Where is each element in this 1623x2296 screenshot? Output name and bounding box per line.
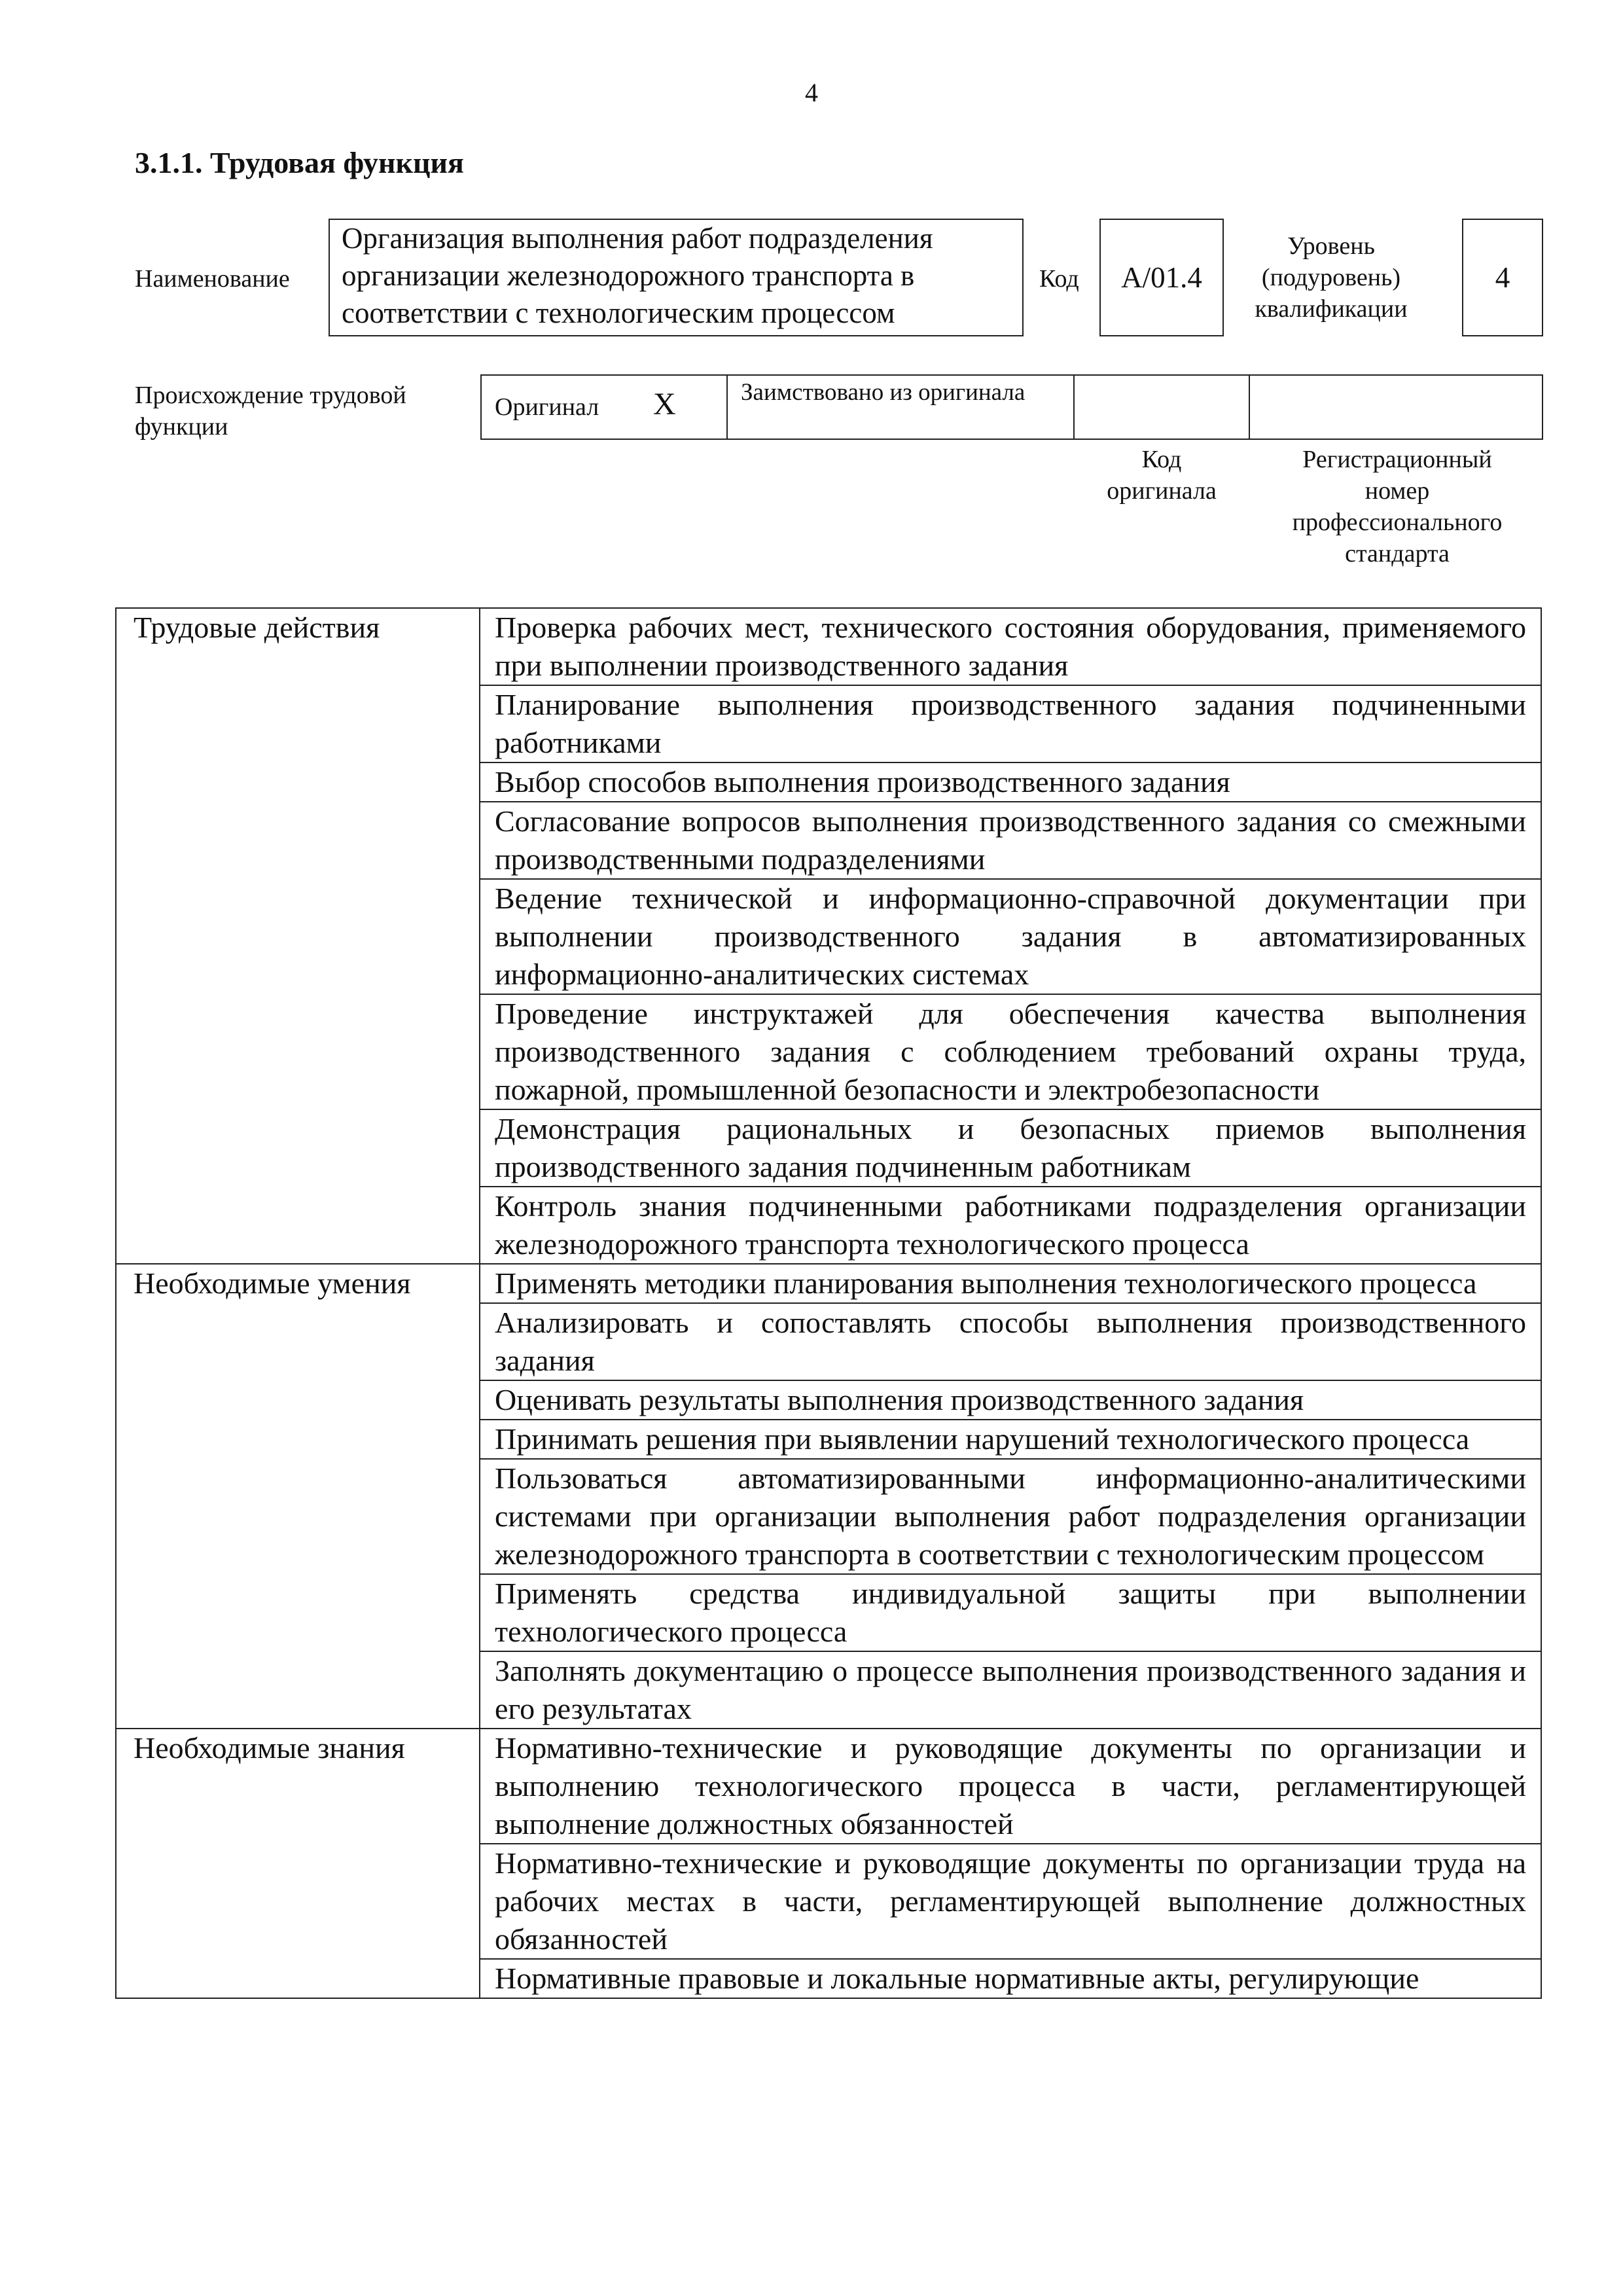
original-mark: X [653,387,676,422]
name-value-box [329,219,1024,336]
table-cell: Пользоваться автоматизированными информационно-аналитическими системами при организации выполнения работ подразделения организации железнодорожного транспорта в соответствии с технологическим процессом [480,1459,1541,1574]
reg-number-caption: Регистрационный номер профессионального стандарта [1292,446,1503,567]
code-label: Код [1039,265,1079,293]
name-value: Организация выполнения работ подразделения организации железнодорожного транспорта в соответствии с технологическим процессом [342,222,933,329]
origin-divider [726,374,728,440]
table-cell: Оценивать результаты выполнения производственного задания [480,1380,1541,1420]
table-row [116,608,1541,685]
code-value: А/01.4 [1121,260,1202,294]
section-title: 3.1.1. Трудовая функция [135,146,464,179]
table-row [116,1264,1541,1303]
original-label: Оригинал [495,393,599,421]
table-cell: Нормативно-технические и руководящие документы по организации труда на рабочих местах в части, регламентирующей выполнение должностных обязанностей [480,1844,1541,1959]
section-title-cell: Необходимые умения [116,1264,480,1729]
code-value-box [1099,219,1224,336]
section-title-cell: Трудовые действия [116,608,480,1264]
function-table [115,607,1542,1999]
code-original-caption: Код оригинала [1107,446,1217,505]
table-cell: Анализировать и сопоставлять способы выполнения производственного задания [480,1303,1541,1380]
table-cell: Применять средства индивидуальной защиты при выполнении технологического процесса [480,1574,1541,1651]
page-number: 4 [805,78,818,107]
level-value: 4 [1495,260,1510,294]
table-cell: Принимать решения при выявлении нарушений технологического процесса [480,1420,1541,1459]
borrowed-label: Заимствовано из оригинала [741,379,1026,406]
section-title-cell: Необходимые знания [116,1729,480,1998]
table-cell: Нормативно-технические и руководящие документы по организации и выполнению технологического процесса в части, регламентирующей выполнение должностных обязанностей [480,1729,1541,1844]
level-label: Уровень (подуровень) квалификации [1255,232,1408,323]
table-cell: Демонстрация рациональных и безопасных приемов выполнения производственного задания подчиненным работникам [480,1109,1541,1187]
table-cell: Контроль знания подчиненными работниками подразделения организации железнодорожного транспорта технологического процесса [480,1187,1541,1264]
table-cell: Нормативные правовые и локальные нормативные акты, регулирующие [480,1959,1541,1998]
origin-divider [1249,374,1250,440]
table-row [116,1729,1541,1844]
table-cell: Применять методики планирования выполнения технологического процесса [480,1264,1541,1303]
table-cell: Планирование выполнения производственного задания подчиненными работниками [480,685,1541,762]
origin-divider [1073,374,1075,440]
table-cell: Проверка рабочих мест, технического состояния оборудования, применяемого при выполнении производственного задания [480,608,1541,685]
table-cell: Заполнять документацию о процессе выполнения производственного задания и его результатах [480,1651,1541,1729]
origin-label: Происхождение трудовой функции [135,382,406,440]
name-label: Наименование [135,265,290,293]
table-cell: Выбор способов выполнения производственного задания [480,762,1541,802]
level-value-box [1462,219,1543,336]
table-cell: Проведение инструктажей для обеспечения качества выполнения производственного задания с соблюдением требований охраны труда, пожарной, промышленной безопасности и электробезопасности [480,994,1541,1109]
table-cell: Согласование вопросов выполнения производственного задания со смежными производственными подразделениями [480,802,1541,879]
table-cell: Ведение технической и информационно-справочной документации при выполнении производственного задания в автоматизированных информационно-аналитических системах [480,879,1541,994]
